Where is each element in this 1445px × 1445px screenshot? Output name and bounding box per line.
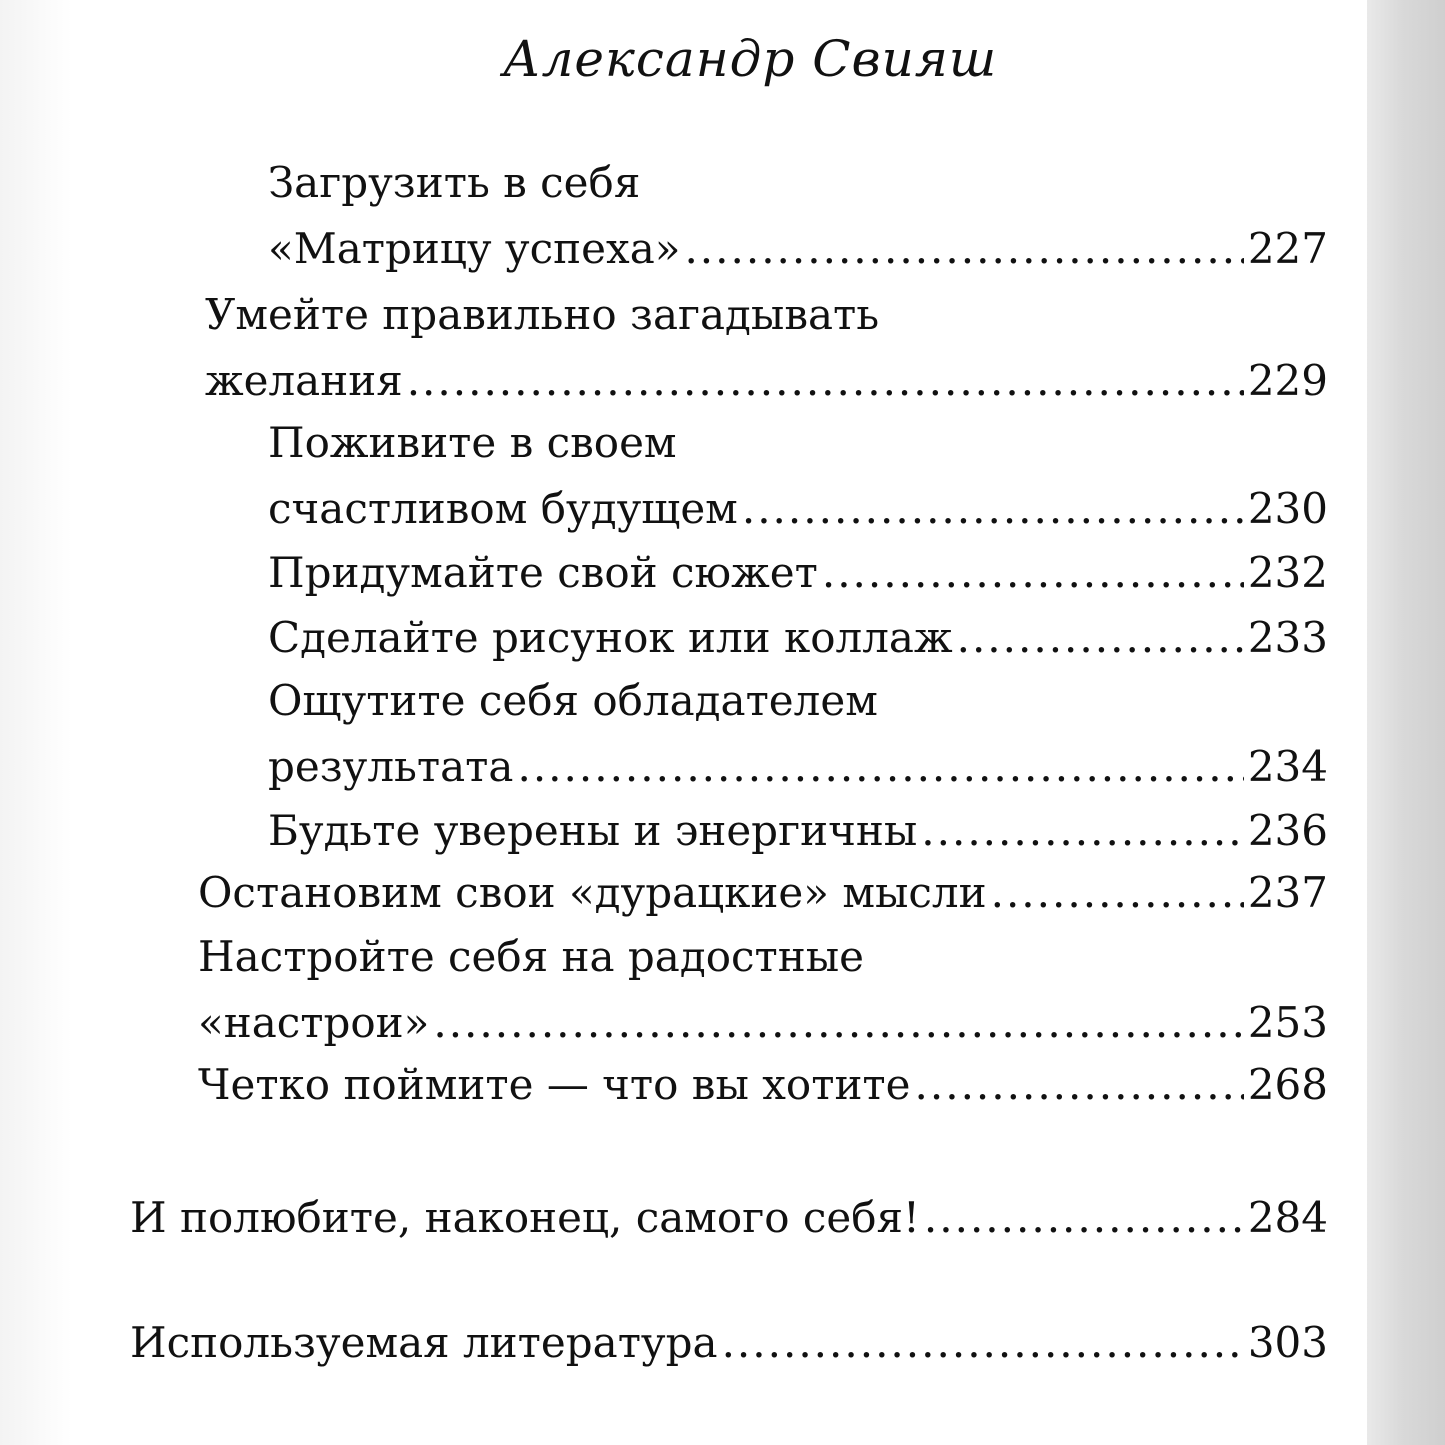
toc-entry-line — [130, 1310, 1328, 1376]
toc-page-number: 284 — [1247, 1193, 1328, 1242]
toc-entry — [198, 924, 1328, 1056]
toc-entry — [268, 605, 1328, 671]
toc-page-number: 229 — [1247, 356, 1328, 405]
toc-page-number: 232 — [1247, 548, 1328, 597]
dot-leader — [684, 216, 1243, 282]
dot-leader — [822, 540, 1244, 606]
dot-leader — [915, 1052, 1244, 1118]
toc-entry-title: Используемая литература — [130, 1318, 718, 1367]
toc-entry-line — [268, 798, 1328, 864]
toc-entry — [268, 150, 1328, 282]
toc-entry-line — [205, 282, 1328, 348]
toc-entry-title: Сделайте рисунок или коллаж — [268, 613, 953, 662]
toc-entry-title: Ощутите себя обладателем — [268, 676, 878, 725]
toc-entry-title: Четко поймите — что вы хотите — [198, 1060, 911, 1109]
dot-leader — [722, 1310, 1244, 1376]
toc-entry — [130, 1310, 1328, 1376]
toc-page-number: 230 — [1247, 484, 1328, 533]
toc-entry — [268, 410, 1328, 542]
dot-leader — [742, 476, 1244, 542]
toc-entry-line — [130, 1185, 1328, 1251]
toc-entry-line — [268, 410, 1328, 476]
dot-leader — [921, 798, 1244, 864]
toc-entry-line — [198, 860, 1328, 926]
toc-entry-line — [268, 540, 1328, 606]
toc-entry-line — [268, 734, 1328, 800]
toc-entry-title: «настрои» — [198, 998, 430, 1047]
toc-entry-line — [268, 476, 1328, 542]
toc-entry-line — [268, 150, 1328, 216]
toc-page-number: 253 — [1247, 998, 1328, 1047]
dot-leader — [407, 348, 1244, 414]
toc-entry-title: счастливом будущем — [268, 484, 738, 533]
toc-entry — [268, 798, 1328, 864]
toc-entry-title: И полюбите, наконец, самого себя! — [130, 1193, 920, 1242]
dot-leader — [517, 734, 1243, 800]
toc-page-number: 233 — [1247, 613, 1328, 662]
toc-page-number: 268 — [1247, 1060, 1328, 1109]
toc-page-number: 227 — [1247, 224, 1328, 273]
toc-page-number: 303 — [1247, 1318, 1328, 1367]
toc-entry-title: Настройте себя на радостные — [198, 932, 865, 981]
toc-entry-title: Остановим свои «дурацкие» мысли — [198, 868, 987, 917]
running-head: Александр Свияш — [502, 30, 998, 88]
toc-entry — [268, 668, 1328, 800]
toc-entry — [268, 540, 1328, 606]
toc-entry-line — [198, 990, 1328, 1056]
dot-leader — [924, 1185, 1244, 1251]
toc-entry-title: Умейте правильно загадывать — [205, 290, 880, 339]
toc-entry-line — [268, 605, 1328, 671]
toc-entry — [130, 1185, 1328, 1251]
dot-leader — [433, 990, 1243, 1056]
dot-leader — [991, 860, 1244, 926]
toc-entry-title: желания — [205, 356, 403, 405]
toc-page-number: 237 — [1247, 868, 1328, 917]
toc-entry-title: Загрузить в себя — [268, 158, 641, 207]
toc-entry-line — [268, 668, 1328, 734]
toc-entry-title: «Матрицу успеха» — [268, 224, 681, 273]
toc-entry-title: Будьте уверены и энергичны — [268, 806, 918, 855]
toc-page-number: 236 — [1247, 806, 1328, 855]
toc-entry-title: Поживите в своем — [268, 418, 677, 467]
toc-page-number: 234 — [1247, 742, 1328, 791]
toc-entry-line — [268, 216, 1328, 282]
toc-entry-line — [205, 348, 1328, 414]
toc-entry-title: Придумайте свой сюжет — [268, 548, 818, 597]
toc-entry-line — [198, 1052, 1328, 1118]
toc-entry-line — [198, 924, 1328, 990]
toc-entry — [198, 860, 1328, 926]
dot-leader — [957, 605, 1244, 671]
toc-entry — [205, 282, 1328, 414]
toc-entry — [198, 1052, 1328, 1118]
toc-entry-title: результата — [268, 742, 514, 791]
